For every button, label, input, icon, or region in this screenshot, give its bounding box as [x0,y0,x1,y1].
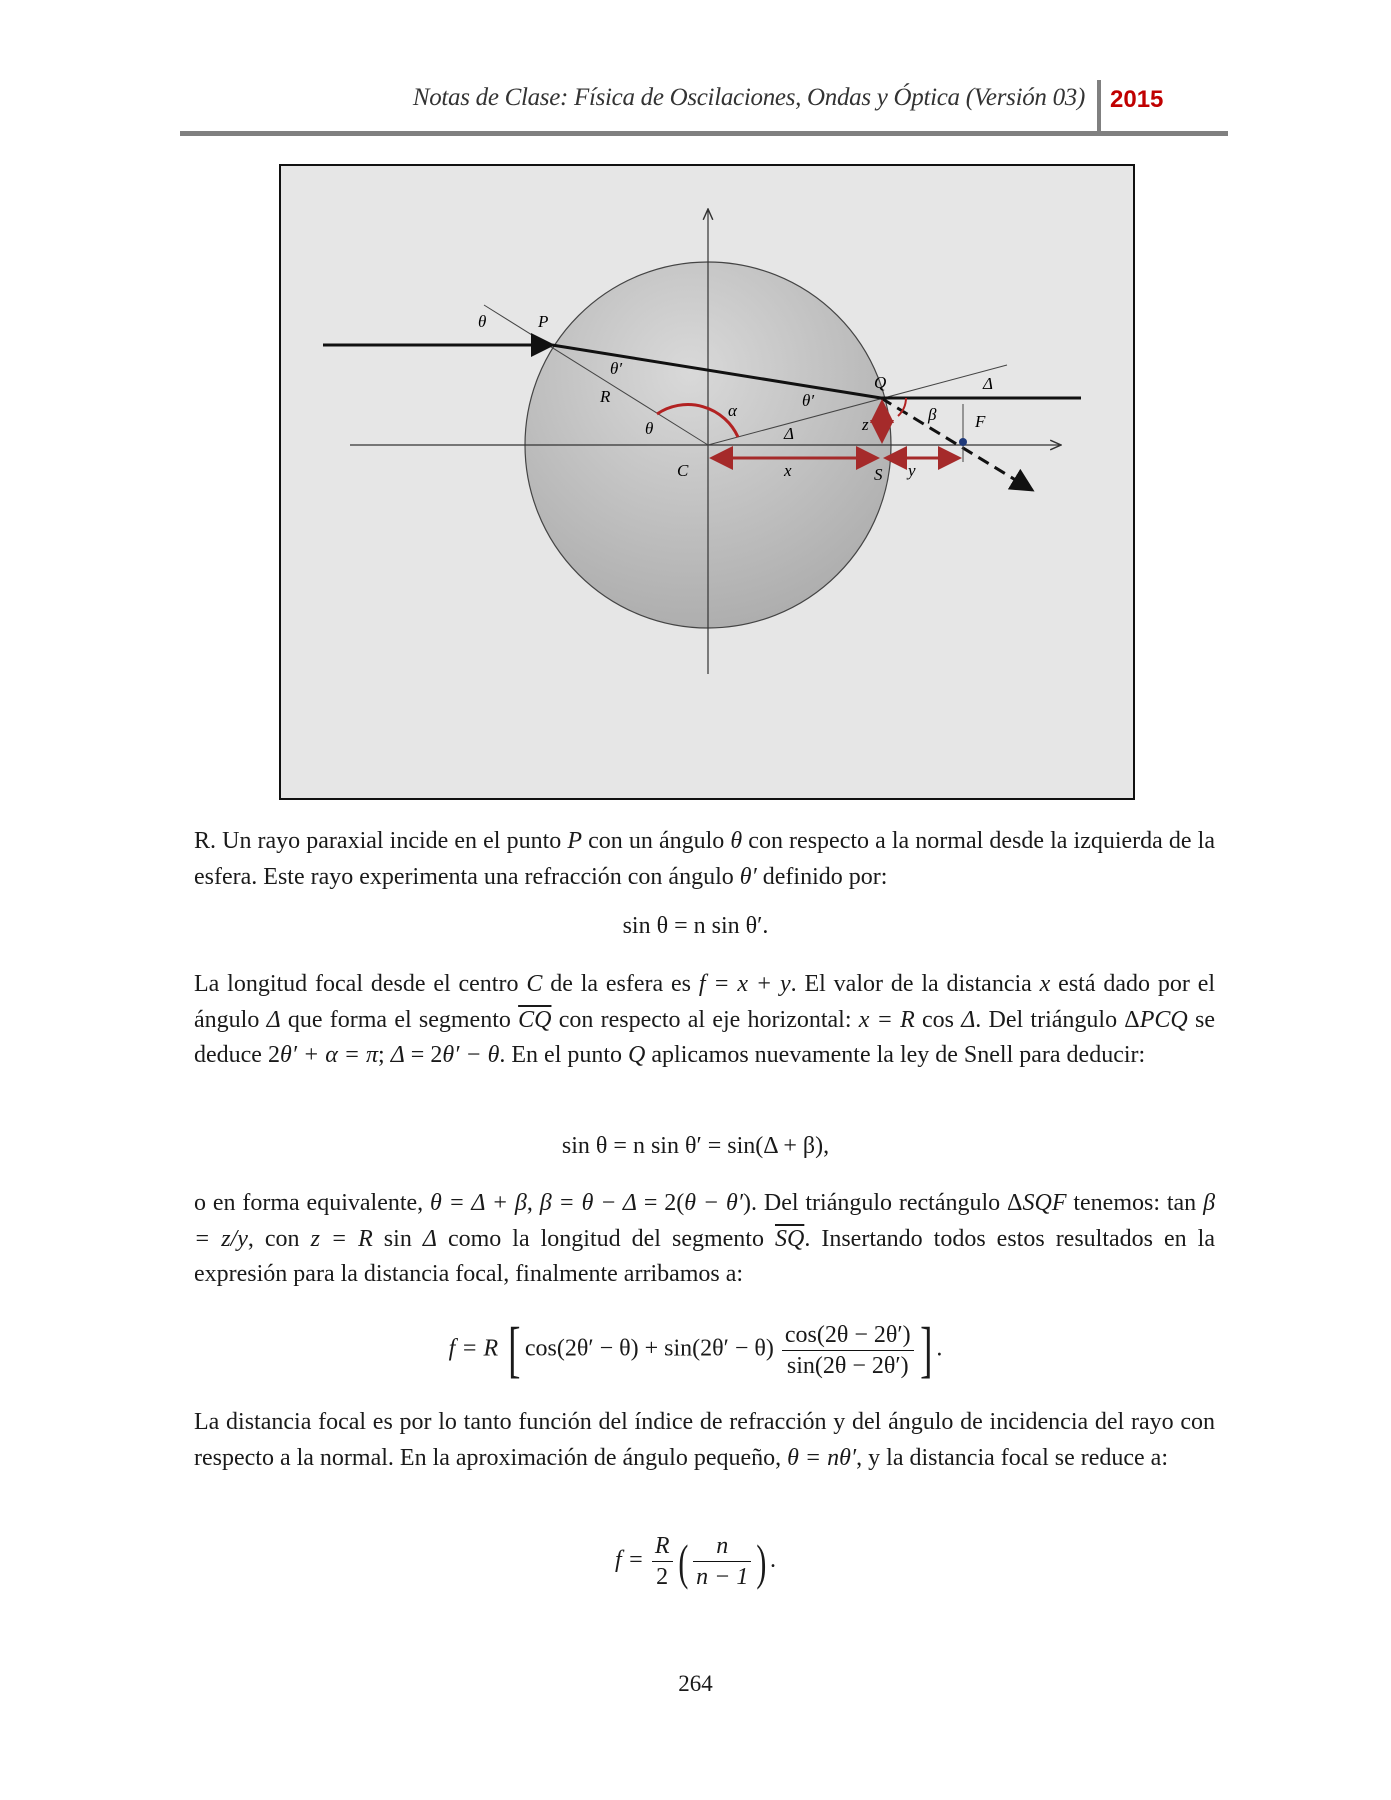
text-run: R. Un rayo paraxial incide en el punto [194,828,568,854]
math-inline: θ [730,828,743,854]
header-rule [180,131,1228,136]
sphere-refraction-figure [279,164,1135,800]
text-run: . El valor de la distancia [790,971,1040,997]
eq3-denominator: sin(2θ − 2θ′) [786,1352,909,1379]
label-delta-q: Δ [983,374,993,393]
text-run: definido por: [756,863,888,890]
emergent-ray [881,398,1032,490]
eq4-fraction-r2 [652,1531,673,1592]
math-inline: f = x + y [698,971,791,997]
eq4-num1: R [652,1531,673,1562]
math-inline: Δ [422,1225,437,1252]
text-run: , y la distancia focal se reduce a: [856,1444,1169,1471]
eq3-numerator: cos(2θ − 2θ′) [782,1320,914,1351]
label-alpha: α [728,401,737,420]
equation-paraxial-focal [0,1531,1391,1592]
eq3-bracket-close: ] [919,1316,933,1384]
math-inline: PCQ [1139,1006,1188,1033]
text-run: ; [378,1042,391,1068]
label-p: P [538,312,549,331]
text-run: , con [247,1225,311,1252]
text-run: tenemos: tan [1066,1190,1204,1216]
math-inline: θ = Δ + β [430,1190,527,1216]
text-run: con respecto al eje horizontal: [551,1006,859,1033]
math-inline: $\overline{CQ}$ [518,1006,552,1033]
eq3-fraction [782,1320,914,1381]
text-run: = 2 [404,1042,443,1068]
text-run: ). Del triángulo rectángulo Δ [743,1190,1023,1216]
text-run: La longitud focal desde el centro [194,971,527,997]
eq4-den1: 2 [656,1564,669,1590]
math-inline: θ = nθ′ [787,1444,857,1471]
text-run: con un ángulo [582,828,731,854]
label-delta-c: Δ [784,424,794,443]
text-run: como la longitud del segmento [436,1225,775,1252]
math-inline: Q [628,1042,646,1068]
label-theta-c: θ [645,419,654,438]
label-z: z [862,415,869,434]
label-theta-prime-p: θ′ [610,359,623,378]
text-run: , [526,1190,540,1216]
eq4-fraction-n [693,1531,751,1592]
text-run: . En el punto [499,1042,629,1068]
label-f: F [975,412,986,431]
math-inline: Δ [390,1042,405,1068]
math-inline: θ − θ′ [684,1190,743,1216]
text-run: está dado por el ángulo [194,971,1216,1033]
text-run: o en forma equivalente, [194,1190,431,1216]
label-r: R [600,387,611,406]
text-run: cos [914,1006,962,1033]
label-s: S [874,465,883,484]
math-inline: θ′ [739,863,757,890]
paragraph-1 [194,824,1215,895]
eq3-term: cos(2θ′ − θ) + sin(2θ′ − θ) [524,1335,774,1362]
header-year: 2015 [1110,86,1164,113]
label-x: x [784,461,792,480]
eq4-paren-open: ( [677,1533,688,1590]
eq4-paren-close: ) [756,1533,767,1590]
text-run: se deduce 2 [194,1006,1215,1068]
text-run: = 2( [636,1190,685,1216]
equation-snell-q [0,1133,1391,1160]
eq3-bracket-open: [ [508,1316,521,1384]
math-inline: x = R [858,1006,915,1033]
header-divider [1097,80,1101,132]
header-title: Notas de Clase: Física de Oscilaciones, Ondas y Óptica (Versión 03) [412,84,1085,111]
label-beta: β [928,405,937,424]
math-inline: SQF [1022,1190,1067,1216]
focal-point [959,438,967,446]
eq4-den2: n − 1 [696,1564,749,1590]
math-inline: $\overline{SQ}$ [774,1225,805,1252]
math-inline: Δ [961,1006,976,1033]
paragraph-3 [194,1186,1215,1293]
text-run: con respecto a la normal desde la izquierda de la esfera. Este rayo experimenta una refracción con ángulo [194,828,1215,890]
text-run: . Insertando todos estos resultados en la expresión para la distancia focal, finalmente arribamos a: [194,1225,1216,1287]
page-number: 264 [678,1671,713,1696]
math-inline: x [1039,971,1051,997]
eq3-lhs: f = R [448,1335,499,1362]
text-run: sin [372,1225,423,1252]
equation-snell [0,913,1391,940]
label-c: C [677,461,689,480]
math-inline: β = θ − Δ [539,1190,637,1216]
math-inline: β = z/y [194,1190,1216,1252]
math-inline: Δ [266,1006,281,1033]
math-inline: P [567,828,583,854]
math-inline: θ′ − θ [442,1042,500,1068]
label-theta-out: θ [478,312,487,331]
math-inline: C [526,971,543,997]
eq4-end: . [770,1547,777,1574]
equation-snell-q-text: sin θ = n sin θ′ = sin(Δ + β), [561,1133,830,1159]
text-run: aplicamos nuevamente la ley de Snell para deducir: [645,1042,1146,1068]
text-run: de la esfera es [542,971,699,997]
eq4-num2: n [693,1531,751,1562]
eq3-end: . [936,1335,943,1362]
paragraph-4 [194,1405,1215,1476]
math-inline: θ′ + α = π [279,1042,379,1068]
equation-snell-text: sin θ = n sin θ′. [622,913,769,939]
paragraph-2 [194,967,1215,1074]
label-q: Q [874,373,887,392]
equation-focal-length [0,1315,1391,1385]
label-y: y [908,461,916,480]
math-inline: z = R [310,1225,373,1252]
label-theta-prime-q: θ′ [802,391,815,410]
text-run: La distancia focal es por lo tanto función del índice de refracción y del ángulo de incidencia del rayo con respecto a la normal. En la aproximación de ángulo pequeño, [194,1409,1215,1471]
text-run: . Del triángulo Δ [975,1006,1140,1033]
text-run: que forma el segmento [280,1006,519,1033]
eq4-lhs: f = [614,1547,644,1574]
